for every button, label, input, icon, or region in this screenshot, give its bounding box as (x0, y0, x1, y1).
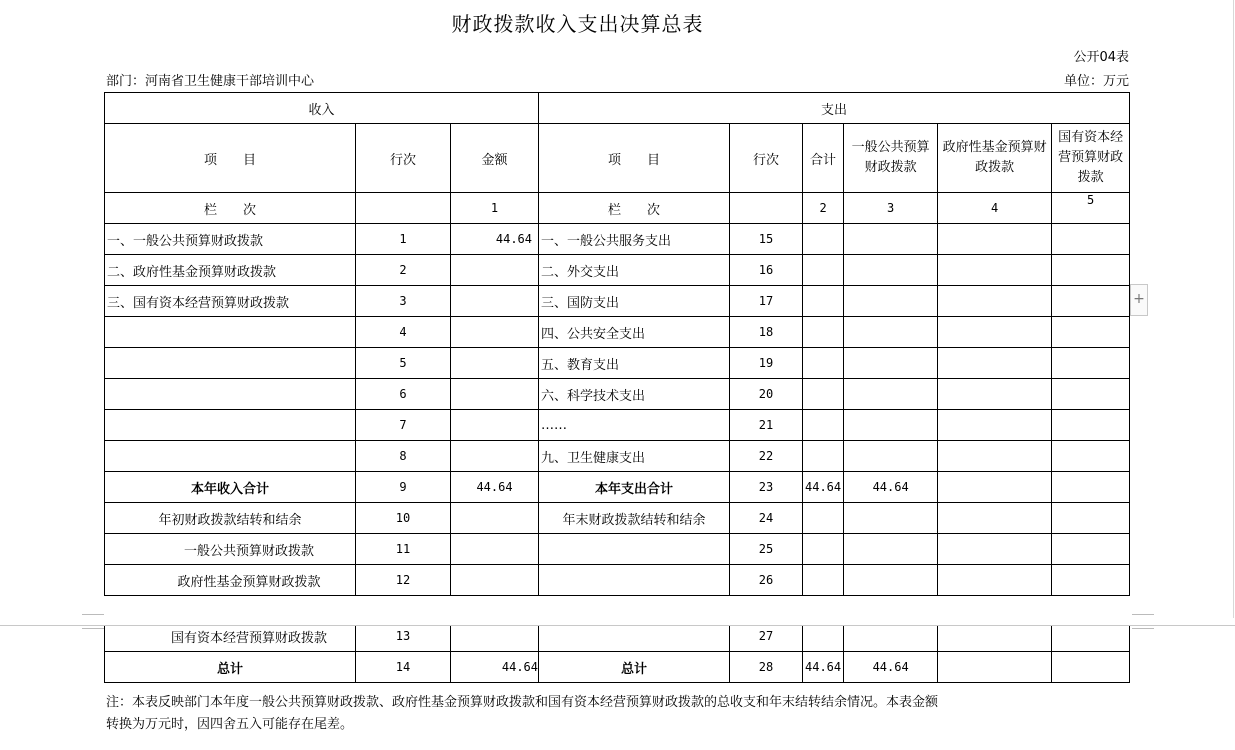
expense-grand-total: 44.64 (803, 652, 844, 683)
income-row-no: 13 (356, 621, 451, 652)
income-item: 三、国有资本经营预算财政拨款 (105, 286, 356, 317)
page-title: 财政拨款收入支出决算总表 (451, 12, 704, 36)
income-amount (451, 286, 539, 317)
income-item (105, 348, 356, 379)
fiscal-summary-table (104, 92, 1130, 683)
income-row-no: 2 (356, 255, 451, 286)
col-num-5: 5 (1052, 193, 1130, 224)
expense-item: 一、一般公共服务支出 (539, 224, 730, 255)
income-item: 一般公共预算财政拨款 (105, 534, 356, 565)
table-row (105, 255, 1130, 286)
year-total-row (105, 472, 1130, 503)
income-item (105, 379, 356, 410)
income-rowno-header: 行次 (356, 124, 451, 193)
expense-year-general: 44.64 (844, 472, 938, 503)
general-budget-header: 一般公共预算财政拨款 (844, 124, 938, 193)
form-number: 公开04表 (1073, 50, 1129, 65)
income-row-no: 8 (356, 441, 451, 472)
income-year-total-label: 本年收入合计 (105, 472, 356, 503)
table-row (105, 441, 1130, 472)
footnote-line-1: 注：本表反映部门本年度一般公共预算财政拨款、政府性基金预算财政拨款和国有资本经营预算财政拨款的总收支和年末结转结余情况。本表金额 (106, 695, 939, 710)
footnote-line-2: 转换为万元时，因四舍五入可能存在尾差。 (106, 717, 354, 732)
expense-item: 三、国防支出 (539, 286, 730, 317)
gov-fund-header: 政府性基金预算财政拨款 (938, 124, 1052, 193)
income-amount (451, 379, 539, 410)
table-row (105, 410, 1130, 441)
income-item (105, 441, 356, 472)
income-row-no: 6 (356, 379, 451, 410)
income-column-label: 栏 次 (105, 193, 356, 224)
income-amount (451, 317, 539, 348)
income-row-no: 11 (356, 534, 451, 565)
expense-row-no: 17 (730, 286, 803, 317)
income-header: 收入 (105, 93, 539, 124)
col-num-3: 3 (844, 193, 938, 224)
carry-row (105, 503, 1130, 534)
col-num-2: 2 (803, 193, 844, 224)
income-row-no: 12 (356, 565, 451, 596)
carry-row (105, 534, 1130, 565)
page-corner-mark-right-bottom (1132, 628, 1154, 629)
income-row-no: 1 (356, 224, 451, 255)
page-corner-mark-right-top (1132, 614, 1154, 615)
income-item: 一、一般公共预算财政拨款 (105, 224, 356, 255)
income-amount (451, 410, 539, 441)
expense-item: 年末财政拨款结转和结余 (539, 503, 730, 534)
section-header-row (105, 93, 1130, 124)
expense-item: 二、外交支出 (539, 255, 730, 286)
income-item (105, 317, 356, 348)
grand-total-row (105, 652, 1130, 683)
page-break-line (0, 625, 1235, 626)
page-corner-mark-left-top (82, 614, 104, 615)
expense-column-label: 栏 次 (539, 193, 730, 224)
expense-row-no: 23 (730, 472, 803, 503)
expense-year-total: 44.64 (803, 472, 844, 503)
expense-item: 六、科学技术支出 (539, 379, 730, 410)
expense-grand-general: 44.64 (844, 652, 938, 683)
expense-item (539, 534, 730, 565)
expense-item-header: 项 目 (539, 124, 730, 193)
expense-row-no: 16 (730, 255, 803, 286)
footnote (106, 692, 1066, 736)
income-item: 政府性基金预算财政拨款 (105, 565, 356, 596)
income-amount (451, 255, 539, 286)
income-item: 国有资本经营预算财政拨款 (105, 621, 356, 652)
expense-year-total-label: 本年支出合计 (539, 472, 730, 503)
expense-item: …… (539, 410, 730, 441)
table-row (105, 224, 1130, 255)
table-row (105, 348, 1130, 379)
expense-header: 支出 (539, 93, 1130, 124)
income-row-no: 9 (356, 472, 451, 503)
income-row-no: 3 (356, 286, 451, 317)
income-item: 年初财政拨款结转和结余 (105, 503, 356, 534)
unit-label: 单位：万元 (1063, 74, 1129, 89)
income-row-no: 4 (356, 317, 451, 348)
expense-grand-total-label: 总计 (539, 652, 730, 683)
income-item-header: 项 目 (105, 124, 356, 193)
table-row (105, 379, 1130, 410)
income-year-total-amount: 44.64 (451, 472, 539, 503)
expense-row-no: 18 (730, 317, 803, 348)
income-amount: 44.64 (451, 224, 539, 255)
income-row-no: 7 (356, 410, 451, 441)
expense-row-no: 26 (730, 565, 803, 596)
expense-row-no: 24 (730, 503, 803, 534)
expense-row-no: 28 (730, 652, 803, 683)
income-item: 二、政府性基金预算财政拨款 (105, 255, 356, 286)
expense-rowno-header: 行次 (730, 124, 803, 193)
state-capital-header: 国有资本经营预算财政拨款 (1052, 124, 1130, 193)
expense-row-no: 15 (730, 224, 803, 255)
income-grand-total-amount: 44.64 (451, 652, 539, 683)
income-grand-total-label: 总计 (105, 652, 356, 683)
income-row-no: 10 (356, 503, 451, 534)
income-row-no: 5 (356, 348, 451, 379)
col-num-4: 4 (938, 193, 1052, 224)
income-amount-header: 金额 (451, 124, 539, 193)
expense-item: 五、教育支出 (539, 348, 730, 379)
carry-row (105, 565, 1130, 596)
expense-row-no: 25 (730, 534, 803, 565)
column-header-row (105, 124, 1130, 193)
income-row-no: 14 (356, 652, 451, 683)
expense-row-no: 27 (730, 621, 803, 652)
expense-total-header: 合计 (803, 124, 844, 193)
column-number-row (105, 193, 1130, 224)
expense-item (539, 565, 730, 596)
page-break-spacer (105, 596, 1130, 621)
income-amount (451, 348, 539, 379)
expense-row-no: 21 (730, 410, 803, 441)
department-label: 部门：河南省卫生健康干部培训中心 (106, 74, 315, 89)
income-amount (451, 441, 539, 472)
expense-row-no: 19 (730, 348, 803, 379)
expense-row-no: 20 (730, 379, 803, 410)
expense-item: 四、公共安全支出 (539, 317, 730, 348)
expand-plus-icon[interactable]: + (1130, 284, 1148, 316)
expense-item: 九、卫生健康支出 (539, 441, 730, 472)
col-num-1: 1 (451, 193, 539, 224)
income-item (105, 410, 356, 441)
table-row (105, 286, 1130, 317)
page-corner-mark-left-bottom (82, 628, 104, 629)
table-row (105, 317, 1130, 348)
expense-row-no: 22 (730, 441, 803, 472)
